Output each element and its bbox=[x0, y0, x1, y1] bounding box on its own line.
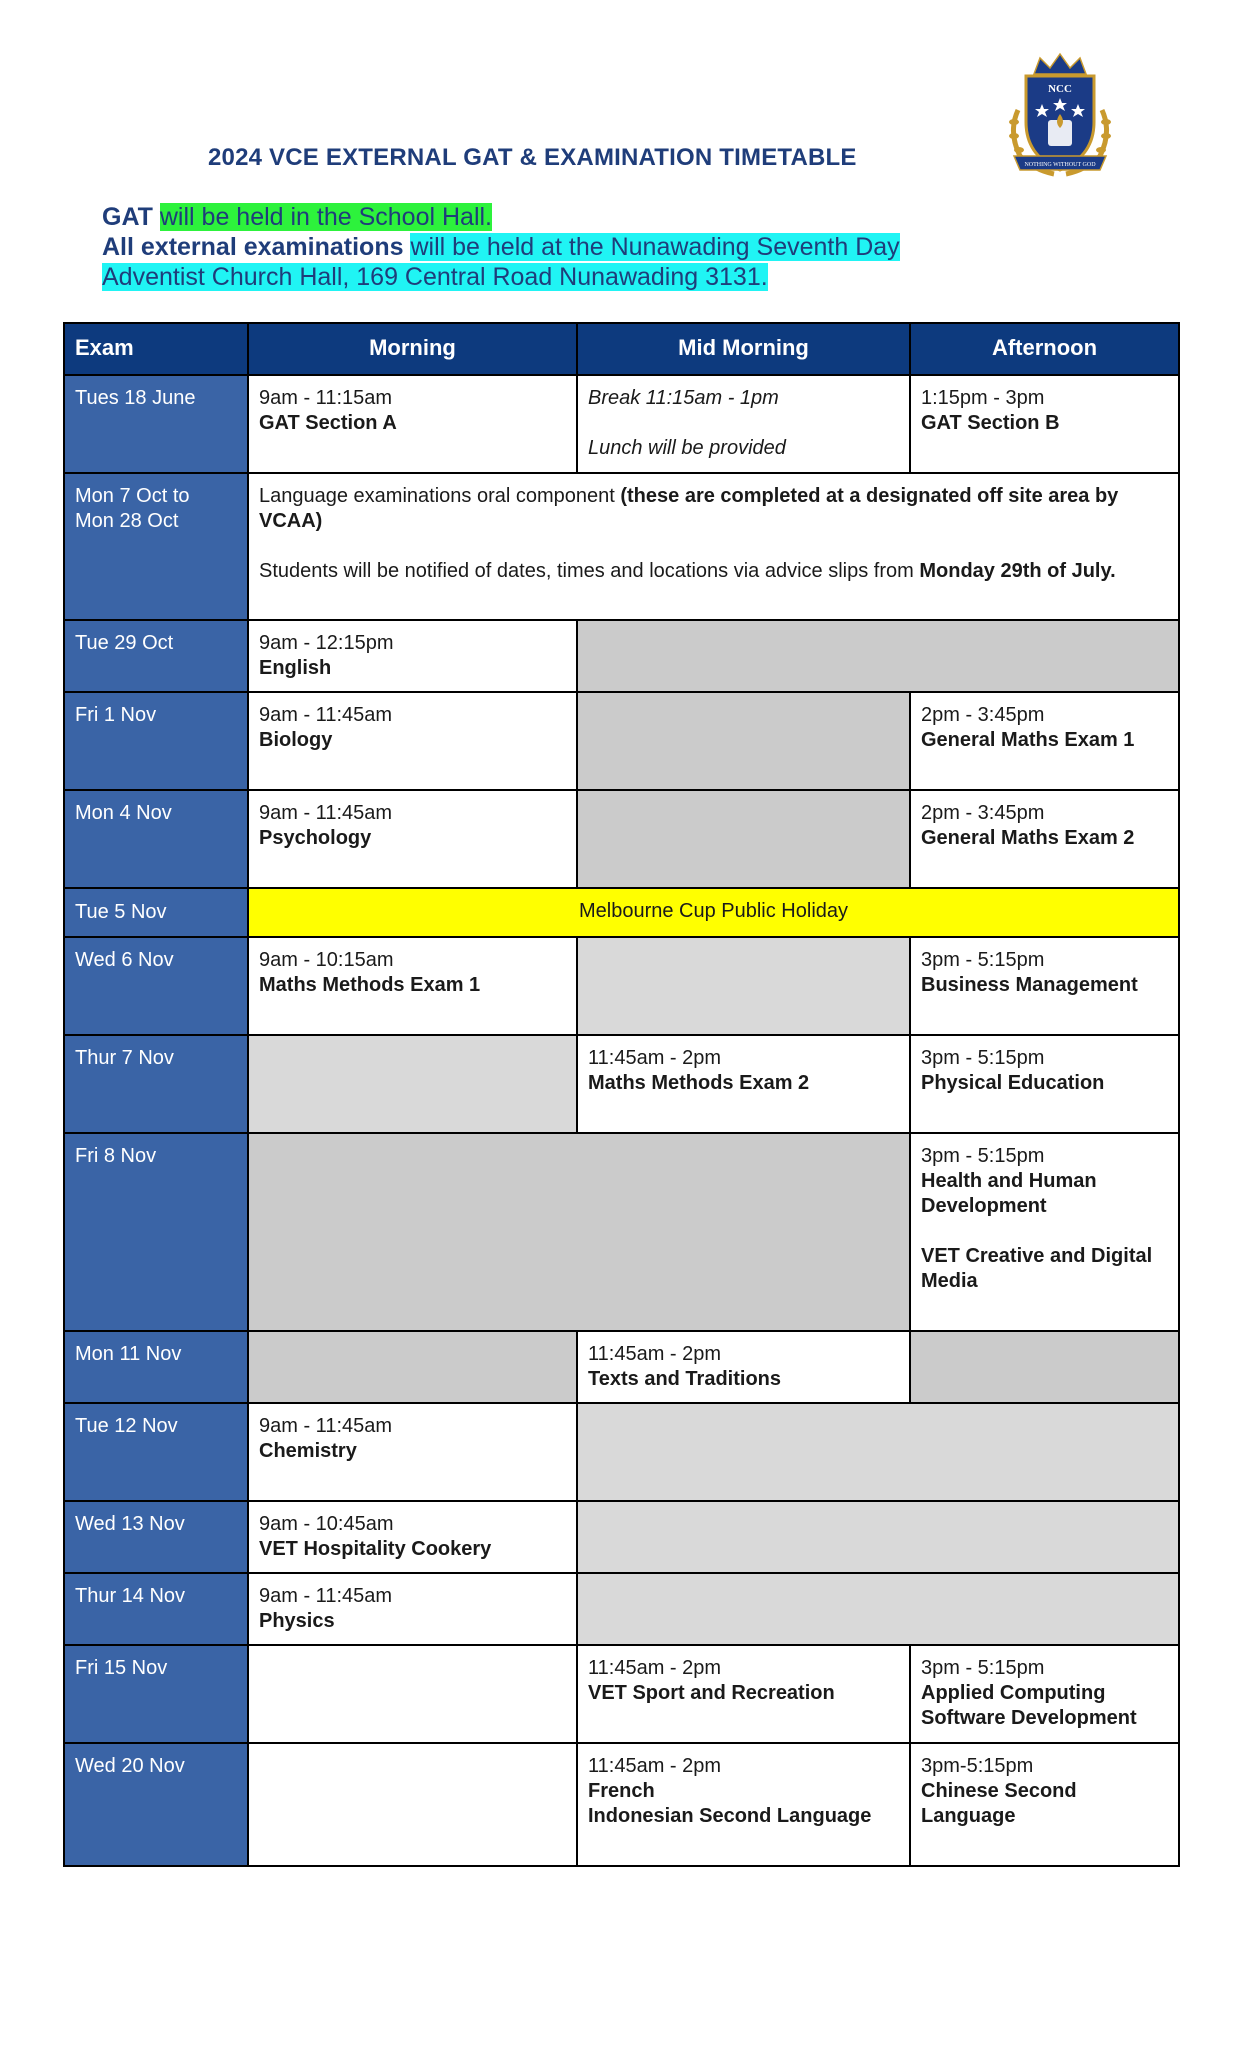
afternoon-slot: 3pm-5:15pm Chinese Second Language bbox=[910, 1743, 1179, 1866]
table-row bbox=[64, 1035, 1179, 1133]
intro-notice bbox=[102, 202, 1002, 292]
table-row bbox=[64, 1743, 1179, 1866]
empty-slot bbox=[248, 1743, 577, 1866]
exam-date: Mon 7 Oct to Mon 28 Oct bbox=[64, 473, 248, 620]
header-exam: Exam bbox=[64, 323, 248, 375]
mid-morning-slot: 11:45am - 2pm Texts and Traditions bbox=[577, 1331, 910, 1403]
exam-date: Tue 29 Oct bbox=[64, 620, 248, 692]
svg-text:NCC: NCC bbox=[1048, 83, 1072, 95]
empty-slot bbox=[577, 790, 910, 888]
empty-slot bbox=[577, 1573, 1179, 1645]
empty-slot bbox=[577, 692, 910, 790]
exam-timetable bbox=[63, 322, 1180, 1867]
svg-text:NOTHING WITHOUT GOD: NOTHING WITHOUT GOD bbox=[1024, 162, 1096, 168]
exam-date: Mon 11 Nov bbox=[64, 1331, 248, 1403]
empty-slot bbox=[577, 620, 1179, 692]
exam-date: Thur 7 Nov bbox=[64, 1035, 248, 1133]
exam-date: Fri 8 Nov bbox=[64, 1133, 248, 1331]
table-row bbox=[64, 790, 1179, 888]
table-row bbox=[64, 1645, 1179, 1743]
morning-slot: 9am - 11:45am Physics bbox=[248, 1573, 577, 1645]
morning-slot: 9am - 11:45am Biology bbox=[248, 692, 577, 790]
morning-slot: 9am - 11:45am Chemistry bbox=[248, 1403, 577, 1501]
exam-date: Wed 6 Nov bbox=[64, 937, 248, 1035]
empty-slot bbox=[248, 1645, 577, 1743]
exam-date: Fri 1 Nov bbox=[64, 692, 248, 790]
table-header-row bbox=[64, 323, 1179, 375]
table-row bbox=[64, 1501, 1179, 1573]
mid-morning-slot: 11:45am - 2pm French Indonesian Second Language bbox=[577, 1743, 910, 1866]
school-crest-logo bbox=[1004, 52, 1116, 182]
empty-slot bbox=[248, 1331, 577, 1403]
mid-morning-slot: 11:45am - 2pm VET Sport and Recreation bbox=[577, 1645, 910, 1743]
exam-date: Tue 12 Nov bbox=[64, 1403, 248, 1501]
afternoon-slot: 3pm - 5:15pm Health and Human Development VET Creative and Digital Media bbox=[910, 1133, 1179, 1331]
exam-date: Wed 20 Nov bbox=[64, 1743, 248, 1866]
gat-notice: GAT will be held in the School Hall. bbox=[102, 203, 493, 231]
header-afternoon: Afternoon bbox=[910, 323, 1179, 375]
afternoon-slot: 1:15pm - 3pm GAT Section B bbox=[910, 375, 1179, 473]
language-oral-note: Language examinations oral component (these are completed at a designated off site area by VCAA) Students will be notified of dates, times and locations via advice slips from Monday 29th of July. bbox=[248, 473, 1179, 620]
exam-date: Mon 4 Nov bbox=[64, 790, 248, 888]
header-morning: Morning bbox=[248, 323, 577, 375]
public-holiday-banner: Melbourne Cup Public Holiday bbox=[248, 888, 1179, 937]
table-row bbox=[64, 937, 1179, 1035]
table-row bbox=[64, 1133, 1179, 1331]
external-exams-notice: All external examinations will be held at the Nunawading Seventh Day Adventist Church Hall, 169 Central Road Nunawading 3131. bbox=[102, 233, 900, 291]
exam-date: Thur 14 Nov bbox=[64, 1573, 248, 1645]
table-row bbox=[64, 692, 1179, 790]
afternoon-slot: 3pm - 5:15pm Business Management bbox=[910, 937, 1179, 1035]
table-row bbox=[64, 1403, 1179, 1501]
empty-slot bbox=[248, 1133, 910, 1331]
exam-date: Fri 15 Nov bbox=[64, 1645, 248, 1743]
header-mid-morning: Mid Morning bbox=[577, 323, 910, 375]
empty-slot bbox=[577, 1501, 1179, 1573]
morning-slot: 9am - 11:15am GAT Section A bbox=[248, 375, 577, 473]
exam-date: Tue 5 Nov bbox=[64, 888, 248, 937]
table-row bbox=[64, 620, 1179, 692]
table-row bbox=[64, 1573, 1179, 1645]
table-row bbox=[64, 375, 1179, 473]
morning-slot: 9am - 10:15am Maths Methods Exam 1 bbox=[248, 937, 577, 1035]
empty-slot bbox=[577, 1403, 1179, 1501]
morning-slot: 9am - 11:45am Psychology bbox=[248, 790, 577, 888]
mid-morning-slot: Break 11:15am - 1pm Lunch will be provided bbox=[577, 375, 910, 473]
afternoon-slot: 2pm - 3:45pm General Maths Exam 1 bbox=[910, 692, 1179, 790]
afternoon-slot: 2pm - 3:45pm General Maths Exam 2 bbox=[910, 790, 1179, 888]
table-row bbox=[64, 888, 1179, 937]
afternoon-slot: 3pm - 5:15pm Applied Computing Software Development bbox=[910, 1645, 1179, 1743]
morning-slot: 9am - 10:45am VET Hospitality Cookery bbox=[248, 1501, 577, 1573]
exam-date: Wed 13 Nov bbox=[64, 1501, 248, 1573]
empty-slot bbox=[248, 1035, 577, 1133]
table-row bbox=[64, 473, 1179, 620]
afternoon-slot: 3pm - 5:15pm Physical Education bbox=[910, 1035, 1179, 1133]
exam-date: Tues 18 June bbox=[64, 375, 248, 473]
morning-slot: 9am - 12:15pm English bbox=[248, 620, 577, 692]
empty-slot bbox=[910, 1331, 1179, 1403]
page-title: 2024 VCE EXTERNAL GAT & EXAMINATION TIMETABLE bbox=[208, 144, 857, 171]
table-row bbox=[64, 1331, 1179, 1403]
mid-morning-slot: 11:45am - 2pm Maths Methods Exam 2 bbox=[577, 1035, 910, 1133]
empty-slot bbox=[577, 937, 910, 1035]
